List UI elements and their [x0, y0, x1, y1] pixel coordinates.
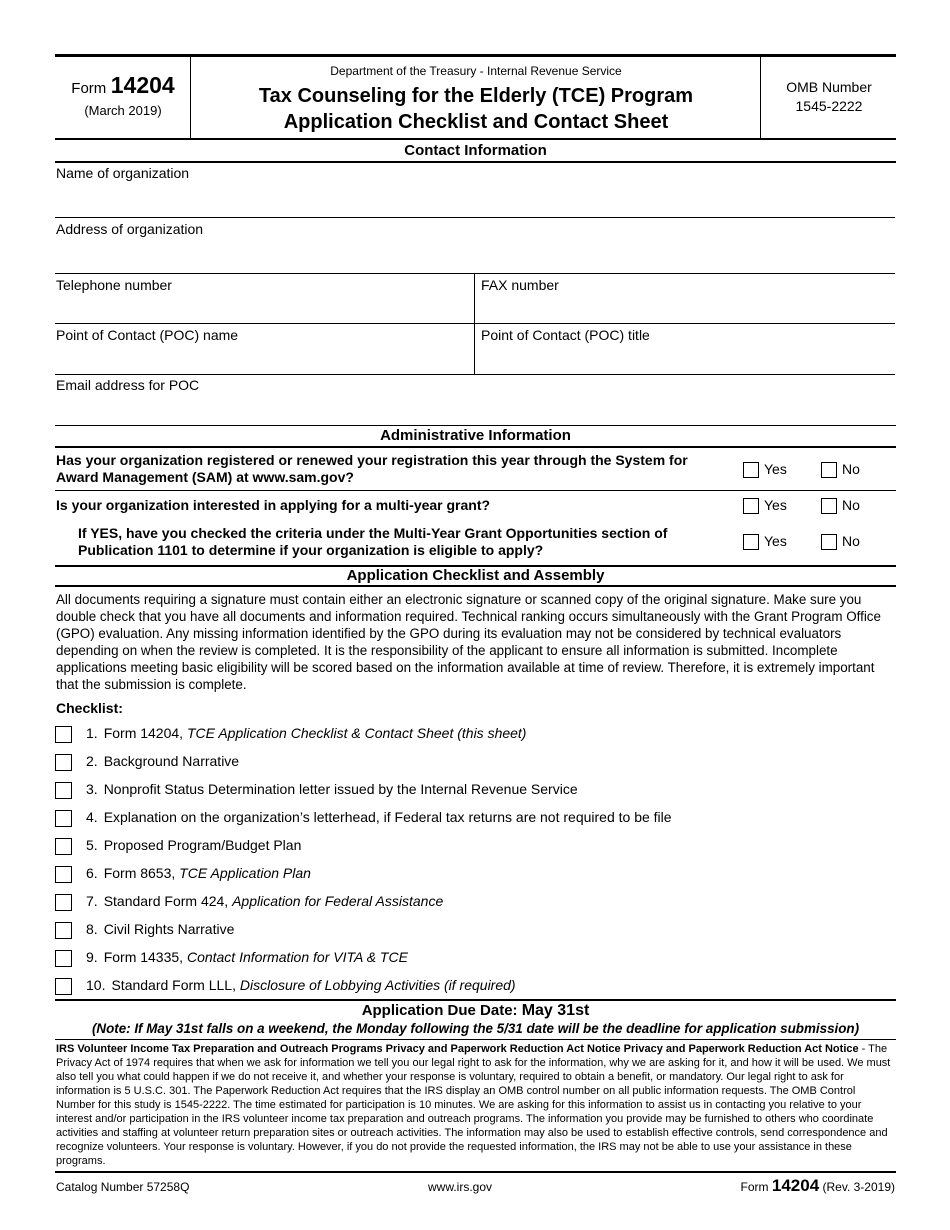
org-address-label: Address of organization: [56, 221, 204, 237]
checklist-item-checkbox[interactable]: [55, 922, 72, 939]
contact-section-title: Contact Information: [404, 142, 547, 159]
q1-no-label: No: [842, 461, 860, 477]
checklist-item-number: 6.: [86, 865, 98, 881]
checklist-item-checkbox[interactable]: [55, 782, 72, 799]
checklist-item-number: 9.: [86, 949, 98, 965]
checklist-item: [86, 865, 311, 881]
checklist-item-checkbox[interactable]: [55, 866, 72, 883]
admin-question-3-line2: Publication 1101 to determine if your organization is eligible to apply?: [78, 542, 544, 558]
header-divider-right: [760, 56, 761, 138]
rule: [55, 585, 896, 587]
due-date-label: Application Due Date:: [361, 1002, 522, 1019]
checklist-label: Checklist:: [56, 700, 123, 716]
admin-question-3: [78, 525, 726, 559]
omb-number: 1545-2222: [795, 98, 863, 114]
rule: [55, 273, 895, 274]
checklist-item-number: 4.: [86, 809, 98, 825]
checklist-item-text: Background Narrative: [103, 753, 240, 769]
website-link[interactable]: www.irs.gov: [428, 1180, 493, 1194]
checklist-item: [86, 893, 443, 909]
checklist-item-text: Form 14335,: [103, 949, 187, 965]
admin-section-title: Administrative Information: [380, 427, 571, 444]
checklist-item-checkbox[interactable]: [55, 838, 72, 855]
checklist-item: [86, 921, 234, 937]
q1-yes-label: Yes: [764, 461, 787, 477]
poc-name-field[interactable]: [55, 342, 473, 372]
checklist-item-text: Form 8653,: [103, 865, 180, 881]
checklist-item: [86, 725, 526, 741]
q2-no-label: No: [842, 497, 860, 513]
form-number: 14204: [110, 72, 175, 98]
fax-label: FAX number: [481, 277, 559, 293]
q3-yes-checkbox[interactable]: [743, 534, 759, 550]
due-date-value: May 31st: [521, 1002, 590, 1019]
rule: [55, 374, 895, 375]
rule: [55, 999, 896, 1001]
q2-no-checkbox[interactable]: [821, 498, 837, 514]
checklist-item: [86, 753, 239, 769]
email-field[interactable]: [55, 393, 895, 423]
rule: [55, 446, 896, 448]
checklist-item-checkbox[interactable]: [55, 754, 72, 771]
footer-form-number: 14204: [771, 1176, 820, 1195]
q1-yes-checkbox[interactable]: [743, 462, 759, 478]
checklist-item-checkbox[interactable]: [55, 810, 72, 827]
agency-name: Department of the Treasury - Internal Revenue Service: [330, 64, 622, 78]
admin-question-2: Is your organization interested in applying for a multi-year grant?: [56, 497, 491, 513]
form-word: Form: [71, 80, 107, 97]
org-name-field[interactable]: [55, 180, 895, 216]
privacy-notice: [56, 1042, 896, 1168]
poc-title-label: Point of Contact (POC) title: [481, 327, 650, 343]
checklist-item-title: TCE Application Plan: [179, 865, 311, 881]
q2-yes-checkbox[interactable]: [743, 498, 759, 514]
checklist-item-checkbox[interactable]: [55, 950, 72, 967]
rule: [55, 323, 895, 324]
form-title-line2: Application Checklist and Contact Sheet: [283, 111, 669, 133]
checklist-item-number: 3.: [86, 781, 98, 797]
fax-field[interactable]: [476, 292, 894, 322]
org-name-label: Name of organization: [56, 165, 190, 181]
checklist-intro: All documents requiring a signature must contain either an electronic signature or scanned copy of the original signature. Make sure you double check that you have all documents and information required. Technical ranking occurs simultaneously with the Grant Program Office (GPO) evaluation. Any missing information identified by the GPO during its evaluation may not be considered by technical evaluators depending on when the review is completed. It is the responsibility of the applicant to ensure all information is submitted. Incomplete applications meeting basic eligibility will be scored based on the information available at time of review. Therefore, it is extremely important that the submission is complete.: [56, 592, 881, 692]
checklist-item-text: Proposed Program/Budget Plan: [103, 837, 302, 853]
admin-question-1-line1: Has your organization registered or renewed your registration this year through the System for: [56, 452, 688, 468]
checklist-item-number: 7.: [86, 893, 98, 909]
checklist-item-number: 5.: [86, 837, 98, 853]
org-address-field[interactable]: [55, 236, 895, 272]
footer-form-word: Form: [740, 1180, 769, 1194]
form-id: [56, 72, 190, 99]
q3-yes-label: Yes: [764, 533, 787, 549]
checklist-item: [86, 837, 301, 853]
checklist-item: [86, 977, 516, 993]
checklist-item: [86, 781, 578, 797]
admin-question-1: [56, 452, 726, 486]
q3-no-checkbox[interactable]: [821, 534, 837, 550]
rule: [55, 217, 895, 218]
checklist-item-text: Civil Rights Narrative: [103, 921, 235, 937]
poc-name-label: Point of Contact (POC) name: [56, 327, 239, 343]
checklist-item-number: 10.: [86, 977, 106, 993]
email-label: Email address for POC: [56, 377, 200, 393]
q1-no-checkbox[interactable]: [821, 462, 837, 478]
telephone-field[interactable]: [55, 292, 473, 322]
rule: [55, 490, 896, 491]
checklist-item-number: 2.: [86, 753, 98, 769]
admin-question-3-line1: If YES, have you checked the criteria under the Multi-Year Grant Opportunities section of: [78, 525, 668, 541]
checklist-item-text: Standard Form 424,: [103, 893, 233, 909]
due-date: [55, 1002, 896, 1020]
q3-no-label: No: [842, 533, 860, 549]
privacy-heading: IRS Volunteer Income Tax Preparation and Outreach Programs Privacy and Paperwork Reduction Act Notice Privacy and Paperwork Reduction Act Notice: [56, 1043, 859, 1055]
checklist-section-title: Application Checklist and Assembly: [346, 567, 605, 584]
admin-question-1-line2: Award Management (SAM) at www.sam.gov?: [56, 469, 354, 485]
header-divider-left: [190, 56, 191, 138]
form-title-line1: Tax Counseling for the Elderly (TCE) Program: [258, 85, 694, 107]
checklist-item-text: Standard Form LLL,: [111, 977, 240, 993]
footer-form-id: [741, 1176, 895, 1196]
rule: [55, 425, 896, 426]
checklist-item-checkbox[interactable]: [55, 894, 72, 911]
checklist-item-text: Nonprofit Status Determination letter issued by the Internal Revenue Service: [103, 781, 578, 797]
omb-block: [762, 78, 896, 116]
privacy-body: - The Privacy Act of 1974 requires that when we ask for information we tell you our legal right to ask for the information, why we are asking for it, and how it will be used. We must also tell you what could happen if we do not receive it, and whether your response is voluntary, required to obtain a benefit, or mandatory. Our legal right to ask for information is 5 U.S.C. 301. The Paperwork Reduction Act requires that the IRS display an OMB control number on all public information requests. The OMB Control Number for this study is 1545-2222. The time estimated for participation is 10 minutes. We are asking for this information to assist us in contacting you relative to your interest and/or participation in the IRS volunteer income tax preparation and outreach programs. The information you provide may be furnished to others who coordinate activities and staffing at volunteer return preparation sites or outreach activities. The information may also be used to establish effective controls, send correspondence and recognize volunteers. Your response is voluntary. However, if you do not provide the requested information, the IRS may not be able to use your assistance in these programs.: [56, 1043, 891, 1167]
catalog-number: Catalog Number 57258Q: [56, 1180, 190, 1194]
due-date-note: (Note: If May 31st falls on a weekend, the Monday following the 5/31 date will be the deadline for application submission): [91, 1021, 860, 1036]
checklist-item-title: Application for Federal Assistance: [232, 893, 444, 909]
footer-revision: (Rev. 3-2019): [822, 1180, 895, 1194]
checklist-item: [86, 949, 408, 965]
checklist-item-text: Form 14204,: [103, 725, 187, 741]
omb-label: OMB Number: [786, 79, 872, 95]
checklist-item-checkbox[interactable]: [55, 978, 72, 995]
form-title: [192, 83, 760, 135]
checklist-item-checkbox[interactable]: [55, 726, 72, 743]
rule: [55, 1171, 896, 1173]
telephone-label: Telephone number: [56, 277, 172, 293]
checklist-item-number: 8.: [86, 921, 98, 937]
checklist-item-title: Disclosure of Lobbying Activities (if required): [239, 977, 516, 993]
rule: [55, 161, 896, 163]
column-divider: [474, 274, 475, 374]
q2-yes-label: Yes: [764, 497, 787, 513]
form-date: (March 2019): [84, 103, 162, 118]
checklist-item-number: 1.: [86, 725, 98, 741]
checklist-item-title: Contact Information for VITA & TCE: [186, 949, 408, 965]
checklist-item-text: Explanation on the organization’s letterhead, if Federal tax returns are not required to be file: [103, 809, 672, 825]
checklist-item: [86, 809, 672, 825]
rule: [55, 1039, 896, 1040]
poc-title-field[interactable]: [476, 342, 894, 372]
checklist-item-title: TCE Application Checklist & Contact Sheet (this sheet): [186, 725, 527, 741]
